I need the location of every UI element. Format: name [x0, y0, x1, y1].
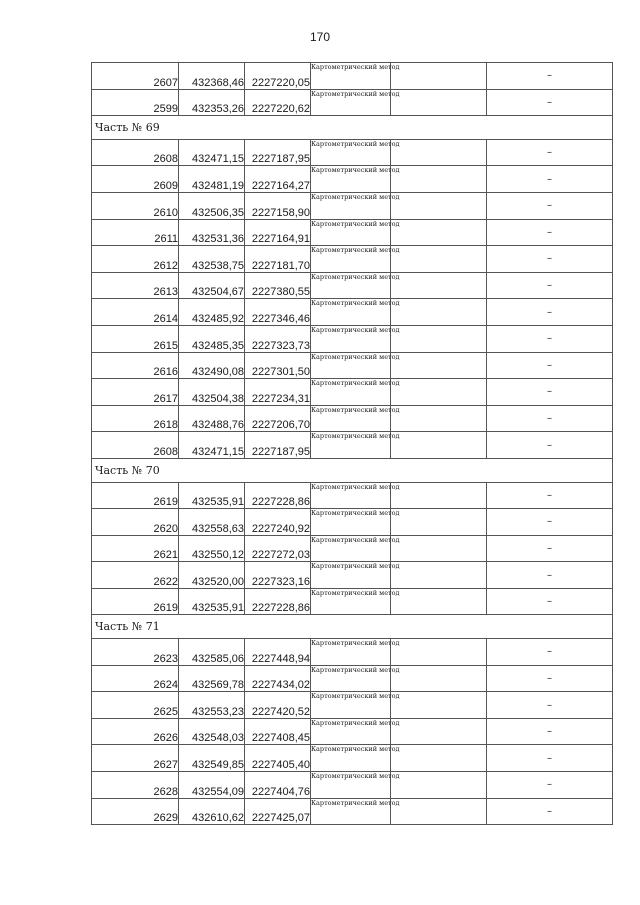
table-row: [92, 588, 613, 615]
method-cell: Картометрический метод: [311, 63, 391, 90]
method-cell: Картометрический метод: [311, 535, 391, 562]
method-cell: Картометрический метод: [311, 166, 391, 193]
point-number-cell: 2608: [92, 139, 179, 166]
y-coordinate-cell: 2227434,02: [245, 665, 311, 692]
method-cell: Картометрический метод: [311, 299, 391, 326]
table-row: [92, 139, 613, 166]
table-row: [92, 562, 613, 589]
empty-cell: [391, 379, 487, 406]
x-coordinate-cell: 432549,85: [179, 745, 245, 772]
table-row: [92, 639, 613, 666]
method-cell: Картометрический метод: [311, 246, 391, 273]
table-row: [92, 665, 613, 692]
table-row: [92, 299, 613, 326]
section-header-row: [92, 458, 613, 482]
note-cell: –: [487, 772, 613, 799]
table-row: [92, 718, 613, 745]
point-number-cell: 2616: [92, 352, 179, 379]
note-cell: –: [487, 89, 613, 116]
section-label: Часть № 71: [92, 615, 613, 639]
table-row: [92, 192, 613, 219]
x-coordinate-cell: 432610,62: [179, 798, 245, 825]
y-coordinate-cell: 2227220,05: [245, 63, 311, 90]
empty-cell: [391, 219, 487, 246]
empty-cell: [391, 89, 487, 116]
note-cell: –: [487, 562, 613, 589]
empty-cell: [391, 192, 487, 219]
method-cell: Картометрический метод: [311, 379, 391, 406]
note-cell: –: [487, 798, 613, 825]
y-coordinate-cell: 2227164,91: [245, 219, 311, 246]
note-cell: –: [487, 405, 613, 432]
empty-cell: [391, 139, 487, 166]
y-coordinate-cell: 2227323,16: [245, 562, 311, 589]
note-cell: –: [487, 272, 613, 299]
method-cell: Картометрический метод: [311, 192, 391, 219]
point-number-cell: 2617: [92, 379, 179, 406]
point-number-cell: 2625: [92, 692, 179, 719]
x-coordinate-cell: 432535,91: [179, 588, 245, 615]
x-coordinate-cell: 432550,12: [179, 535, 245, 562]
empty-cell: [391, 299, 487, 326]
note-cell: –: [487, 246, 613, 273]
x-coordinate-cell: 432554,09: [179, 772, 245, 799]
table-row: [92, 63, 613, 90]
x-coordinate-cell: 432488,76: [179, 405, 245, 432]
x-coordinate-cell: 432504,38: [179, 379, 245, 406]
note-cell: –: [487, 588, 613, 615]
note-cell: –: [487, 639, 613, 666]
method-cell: Картометрический метод: [311, 352, 391, 379]
note-cell: –: [487, 535, 613, 562]
table-row: [92, 509, 613, 536]
empty-cell: [391, 745, 487, 772]
section-header-row: [92, 116, 613, 140]
point-number-cell: 2608: [92, 432, 179, 459]
point-number-cell: 2629: [92, 798, 179, 825]
x-coordinate-cell: 432558,63: [179, 509, 245, 536]
table-row: [92, 482, 613, 509]
note-cell: –: [487, 482, 613, 509]
note-cell: –: [487, 63, 613, 90]
y-coordinate-cell: 2227323,73: [245, 325, 311, 352]
point-number-cell: 2623: [92, 639, 179, 666]
point-number-cell: 2627: [92, 745, 179, 772]
table-row: [92, 535, 613, 562]
y-coordinate-cell: 2227220,62: [245, 89, 311, 116]
method-cell: Картометрический метод: [311, 639, 391, 666]
table-row: [92, 325, 613, 352]
point-number-cell: 2615: [92, 325, 179, 352]
method-cell: Картометрический метод: [311, 665, 391, 692]
empty-cell: [391, 432, 487, 459]
method-cell: Картометрический метод: [311, 692, 391, 719]
x-coordinate-cell: 432520,00: [179, 562, 245, 589]
y-coordinate-cell: 2227187,95: [245, 139, 311, 166]
note-cell: –: [487, 692, 613, 719]
note-cell: –: [487, 745, 613, 772]
point-number-cell: 2619: [92, 482, 179, 509]
y-coordinate-cell: 2227181,70: [245, 246, 311, 273]
table-row: [92, 272, 613, 299]
y-coordinate-cell: 2227187,95: [245, 432, 311, 459]
y-coordinate-cell: 2227380,55: [245, 272, 311, 299]
table-row: [92, 379, 613, 406]
empty-cell: [391, 772, 487, 799]
method-cell: Картометрический метод: [311, 405, 391, 432]
point-number-cell: 2611: [92, 219, 179, 246]
point-number-cell: 2610: [92, 192, 179, 219]
x-coordinate-cell: 432490,08: [179, 352, 245, 379]
y-coordinate-cell: 2227164,27: [245, 166, 311, 193]
method-cell: Картометрический метод: [311, 562, 391, 589]
point-number-cell: 2599: [92, 89, 179, 116]
page-number: 170: [309, 30, 331, 44]
x-coordinate-cell: 432506,35: [179, 192, 245, 219]
empty-cell: [391, 509, 487, 536]
point-number-cell: 2613: [92, 272, 179, 299]
x-coordinate-cell: 432368,46: [179, 63, 245, 90]
point-number-cell: 2614: [92, 299, 179, 326]
table-row: [92, 772, 613, 799]
table-row: [92, 352, 613, 379]
x-coordinate-cell: 432353,26: [179, 89, 245, 116]
x-coordinate-cell: 432481,19: [179, 166, 245, 193]
empty-cell: [391, 482, 487, 509]
coordinates-table: [91, 62, 613, 825]
note-cell: –: [487, 192, 613, 219]
y-coordinate-cell: 2227234,31: [245, 379, 311, 406]
section-label: Часть № 70: [92, 458, 613, 482]
method-cell: Картометрический метод: [311, 272, 391, 299]
empty-cell: [391, 535, 487, 562]
x-coordinate-cell: 432585,06: [179, 639, 245, 666]
point-number-cell: 2621: [92, 535, 179, 562]
table-row: [92, 745, 613, 772]
method-cell: Картометрический метод: [311, 139, 391, 166]
x-coordinate-cell: 432471,15: [179, 432, 245, 459]
note-cell: –: [487, 139, 613, 166]
note-cell: –: [487, 718, 613, 745]
y-coordinate-cell: 2227301,50: [245, 352, 311, 379]
empty-cell: [391, 588, 487, 615]
note-cell: –: [487, 166, 613, 193]
empty-cell: [391, 246, 487, 273]
point-number-cell: 2609: [92, 166, 179, 193]
empty-cell: [391, 325, 487, 352]
point-number-cell: 2624: [92, 665, 179, 692]
y-coordinate-cell: 2227228,86: [245, 588, 311, 615]
empty-cell: [391, 166, 487, 193]
y-coordinate-cell: 2227240,92: [245, 509, 311, 536]
x-coordinate-cell: 432553,23: [179, 692, 245, 719]
empty-cell: [391, 562, 487, 589]
x-coordinate-cell: 432471,15: [179, 139, 245, 166]
method-cell: Картометрический метод: [311, 482, 391, 509]
note-cell: –: [487, 509, 613, 536]
note-cell: –: [487, 299, 613, 326]
note-cell: –: [487, 219, 613, 246]
y-coordinate-cell: 2227158,90: [245, 192, 311, 219]
method-cell: Картометрический метод: [311, 325, 391, 352]
table-row: [92, 405, 613, 432]
note-cell: –: [487, 352, 613, 379]
point-number-cell: 2620: [92, 509, 179, 536]
empty-cell: [391, 63, 487, 90]
y-coordinate-cell: 2227346,46: [245, 299, 311, 326]
table-row: [92, 219, 613, 246]
x-coordinate-cell: 432569,78: [179, 665, 245, 692]
x-coordinate-cell: 432531,36: [179, 219, 245, 246]
y-coordinate-cell: 2227404,76: [245, 772, 311, 799]
x-coordinate-cell: 432538,75: [179, 246, 245, 273]
method-cell: Картометрический метод: [311, 798, 391, 825]
y-coordinate-cell: 2227420,52: [245, 692, 311, 719]
method-cell: Картометрический метод: [311, 745, 391, 772]
empty-cell: [391, 665, 487, 692]
empty-cell: [391, 405, 487, 432]
y-coordinate-cell: 2227272,03: [245, 535, 311, 562]
table-row: [92, 692, 613, 719]
method-cell: Картометрический метод: [311, 432, 391, 459]
y-coordinate-cell: 2227448,94: [245, 639, 311, 666]
point-number-cell: 2626: [92, 718, 179, 745]
method-cell: Картометрический метод: [311, 588, 391, 615]
method-cell: Картометрический метод: [311, 772, 391, 799]
table-row: [92, 798, 613, 825]
note-cell: –: [487, 379, 613, 406]
empty-cell: [391, 718, 487, 745]
empty-cell: [391, 352, 487, 379]
note-cell: –: [487, 325, 613, 352]
table-row: [92, 432, 613, 459]
x-coordinate-cell: 432504,67: [179, 272, 245, 299]
empty-cell: [391, 798, 487, 825]
method-cell: Картометрический метод: [311, 718, 391, 745]
method-cell: Картометрический метод: [311, 509, 391, 536]
point-number-cell: 2612: [92, 246, 179, 273]
y-coordinate-cell: 2227206,70: [245, 405, 311, 432]
y-coordinate-cell: 2227228,86: [245, 482, 311, 509]
table-row: [92, 166, 613, 193]
point-number-cell: 2618: [92, 405, 179, 432]
point-number-cell: 2619: [92, 588, 179, 615]
method-cell: Картометрический метод: [311, 219, 391, 246]
x-coordinate-cell: 432535,91: [179, 482, 245, 509]
method-cell: Картометрический метод: [311, 89, 391, 116]
point-number-cell: 2607: [92, 63, 179, 90]
x-coordinate-cell: 432485,35: [179, 325, 245, 352]
x-coordinate-cell: 432548,03: [179, 718, 245, 745]
table-row: [92, 89, 613, 116]
empty-cell: [391, 692, 487, 719]
section-label: Часть № 69: [92, 116, 613, 140]
y-coordinate-cell: 2227425,07: [245, 798, 311, 825]
y-coordinate-cell: 2227408,45: [245, 718, 311, 745]
point-number-cell: 2628: [92, 772, 179, 799]
note-cell: –: [487, 432, 613, 459]
x-coordinate-cell: 432485,92: [179, 299, 245, 326]
empty-cell: [391, 272, 487, 299]
y-coordinate-cell: 2227405,40: [245, 745, 311, 772]
table-row: [92, 246, 613, 273]
note-cell: –: [487, 665, 613, 692]
empty-cell: [391, 639, 487, 666]
point-number-cell: 2622: [92, 562, 179, 589]
section-header-row: [92, 615, 613, 639]
